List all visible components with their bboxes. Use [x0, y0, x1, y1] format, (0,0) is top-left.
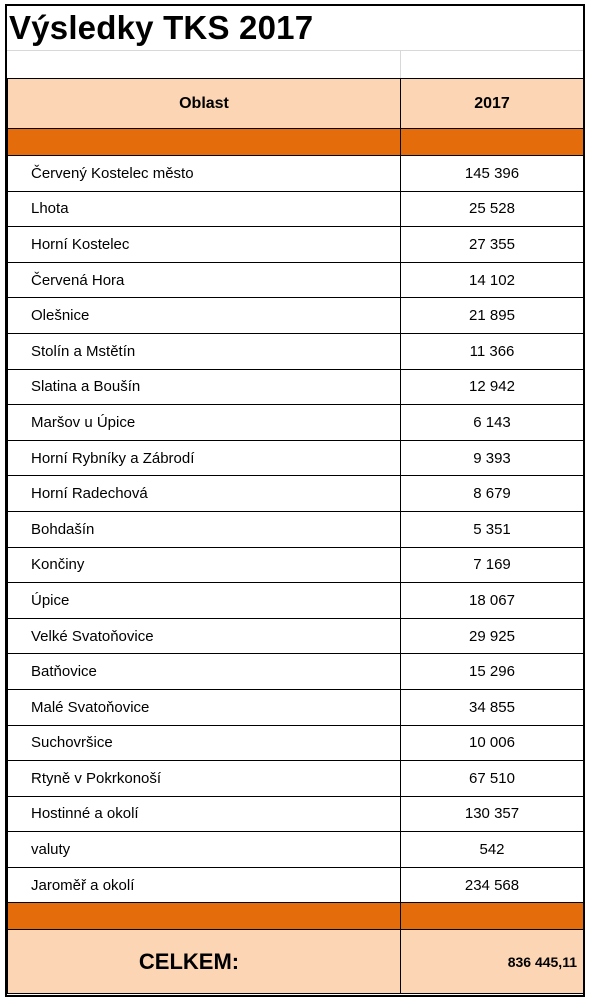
table-row [8, 689, 584, 725]
region-cell: Batňovice [8, 654, 401, 690]
separator-cell [401, 129, 584, 156]
table-row [8, 583, 584, 619]
value-cell: 10 006 [401, 725, 584, 761]
value-cell: 5 351 [401, 511, 584, 547]
region-cell: Slatina a Boušín [8, 369, 401, 405]
table-row [8, 796, 584, 832]
table-row [8, 262, 584, 298]
grid-line [400, 50, 401, 78]
value-cell: 27 355 [401, 227, 584, 263]
table-row [8, 832, 584, 868]
value-cell: 145 396 [401, 156, 584, 192]
value-cell: 14 102 [401, 262, 584, 298]
total-label: CELKEM: [8, 930, 401, 994]
table-row [8, 191, 584, 227]
region-cell: Velké Svatoňovice [8, 618, 401, 654]
sheet-title: Výsledky TKS 2017 [9, 9, 314, 46]
value-cell: 9 393 [401, 440, 584, 476]
value-cell: 12 942 [401, 369, 584, 405]
orange-separator-row [8, 903, 584, 930]
table-row [8, 405, 584, 441]
column-header-region: Oblast [8, 79, 401, 129]
value-cell: 130 357 [401, 796, 584, 832]
table-row [8, 511, 584, 547]
value-cell: 18 067 [401, 583, 584, 619]
value-cell: 34 855 [401, 689, 584, 725]
value-cell: 29 925 [401, 618, 584, 654]
region-cell: Končiny [8, 547, 401, 583]
table-header-row [8, 79, 584, 129]
region-cell: Horní Rybníky a Zábrodí [8, 440, 401, 476]
value-cell: 7 169 [401, 547, 584, 583]
table-row [8, 867, 584, 903]
table-row [8, 227, 584, 263]
table-row [8, 440, 584, 476]
region-cell: Malé Svatoňovice [8, 689, 401, 725]
region-cell: Jaroměř a okolí [8, 867, 401, 903]
separator-cell [401, 903, 584, 930]
table-row [8, 333, 584, 369]
value-cell: 67 510 [401, 761, 584, 797]
table-row [8, 298, 584, 334]
table-row [8, 547, 584, 583]
region-cell: Červený Kostelec město [8, 156, 401, 192]
region-cell: Horní Radechová [8, 476, 401, 512]
value-cell: 21 895 [401, 298, 584, 334]
table-row [8, 369, 584, 405]
table-row [8, 725, 584, 761]
value-cell: 542 [401, 832, 584, 868]
separator-cell [8, 903, 401, 930]
separator-cell [8, 129, 401, 156]
results-table [7, 78, 584, 994]
value-cell: 11 366 [401, 333, 584, 369]
region-cell: Lhota [8, 191, 401, 227]
total-value: 836 445,11 [401, 930, 584, 994]
results-sheet [5, 4, 585, 997]
table-row [8, 476, 584, 512]
value-cell: 25 528 [401, 191, 584, 227]
table-row [8, 156, 584, 192]
value-cell: 234 568 [401, 867, 584, 903]
region-cell: Rtyně v Pokrkonoší [8, 761, 401, 797]
value-cell: 6 143 [401, 405, 584, 441]
region-cell: Horní Kostelec [8, 227, 401, 263]
region-cell: Maršov u Úpice [8, 405, 401, 441]
region-cell: Suchovršice [8, 725, 401, 761]
region-cell: valuty [8, 832, 401, 868]
orange-separator-row [8, 129, 584, 156]
total-row [8, 930, 584, 994]
table-row [8, 761, 584, 797]
column-header-year: 2017 [401, 79, 584, 129]
region-cell: Stolín a Mstětín [8, 333, 401, 369]
grid-line [7, 50, 583, 51]
table-row [8, 654, 584, 690]
table-row [8, 618, 584, 654]
region-cell: Úpice [8, 583, 401, 619]
region-cell: Olešnice [8, 298, 401, 334]
region-cell: Bohdašín [8, 511, 401, 547]
value-cell: 15 296 [401, 654, 584, 690]
region-cell: Červená Hora [8, 262, 401, 298]
value-cell: 8 679 [401, 476, 584, 512]
region-cell: Hostinné a okolí [8, 796, 401, 832]
